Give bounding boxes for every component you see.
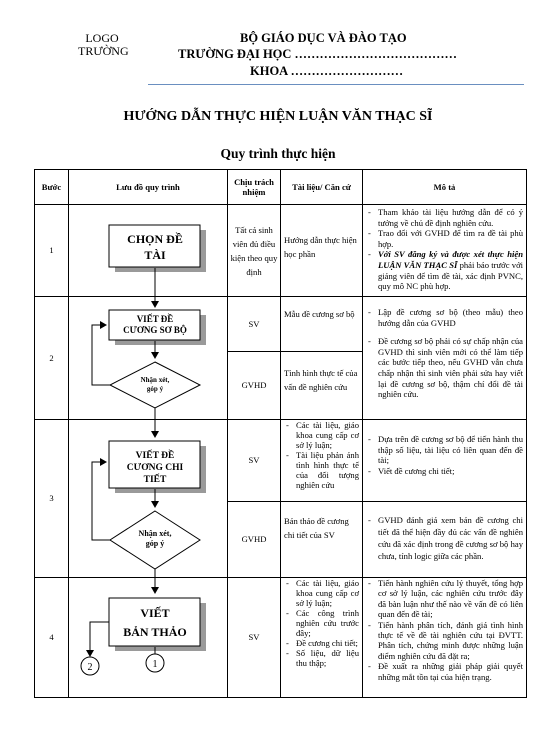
documents-item: - Tài liệu phản ánh tình hình thực tế của đối tượng nghiên cứu [284,450,359,490]
description-emphasis: Với SV đăng ký và được xét thực hiện LUẬN VĂN THẠC SĨ [378,249,523,270]
flow-decision-line: góp ý [145,539,165,548]
col-header-description: Mô tả [363,170,527,205]
description-item: - GVHD đánh giá xem bản đề cương chi tiết đã thể hiện đầy đủ các vấn đề nghiên cứu đã xác định trong đề cương sơ bộ hay chưa, tính logic giữa các phần. [366,514,523,562]
flow-box-line: BẢN THẢO [123,625,187,639]
flow-box-line: VIẾT ĐỀ [135,451,175,461]
flow-connector-2 [81,657,99,675]
documents-item: - Các tài liệu, giáo khoa cung cấp cơ sở lý luận; [284,578,359,608]
flow-connector-label: 1 [152,659,158,670]
flow-decision-line: Nhận xét, [140,376,170,384]
description-item-rest: phải báo trước với giảng viên để tìm đề tài, xác định PVNC, quy mô NC phù hợp. [378,259,524,292]
flow-box-write-draft [109,598,206,651]
logo-placeholder: LOGO TRƯỜNG [78,31,129,58]
responsible-cell: GVHD [228,352,281,420]
documents-item: - Các công trình nghiên cứu trước đây; [284,608,359,638]
flow-loop-arrow [92,325,110,385]
school-name: TRƯỜNG ĐẠI HỌC ………………………………… [178,47,458,61]
documents-cell: Mẫu đề cương sơ bộ [281,297,363,352]
step-number: 4 [35,578,69,698]
col-header-responsible: Chịu trách nhiệm [228,170,281,205]
flow-box-line: CHỌN ĐỀ [127,232,183,246]
process-title: Quy trình thực hiện [220,146,336,161]
responsible-cell: Tất cả sinh viên đủ điều kiện theo quy định [228,205,281,297]
flow-box-line: CƯƠNG CHI [126,463,184,473]
flow-box-line: TIẾT [143,475,167,485]
flow-arrow [90,622,109,656]
description-item: - Dựa trên đề cương sơ bộ để tiến hành thu thập số liệu, tài liệu có liên quan đến đề tài; [366,434,523,466]
description-item: - Tiến hành phân tích, đánh giá tình hình thực tế về đề tài nghiên cứu tại ĐVTT. Phân tích, chứng minh được những luận điểm nghiên cứu đã đặt ra; [366,620,523,662]
responsible-cell: SV [228,578,281,698]
flow-box-line: TÀI [144,248,166,262]
ministry-name: BỘ GIÁO DỤC VÀ ĐÀO TẠO [240,31,407,45]
step-number: 3 [35,420,69,578]
description-item: - Viết đề cương chi tiết; [366,466,523,477]
col-header-step: Bước [35,170,69,205]
flow-decision-review [110,511,200,569]
flow-decision-line: góp ý [146,385,164,393]
responsible-cell: SV [228,420,281,502]
document-title: HƯỚNG DẪN THỰC HIỆN LUẬN VĂN THẠC SĨ [123,109,433,124]
description-item: - Tham khảo tài liệu hướng dẫn để có ý tưởng về chủ đề định nghiên cứu. [366,207,523,228]
step-number: 2 [35,297,69,420]
flow-connector-label: 2 [87,662,93,673]
documents-item: - Số liệu, dữ liệu thu thập; [284,648,359,668]
flow-box-line: CƯƠNG SƠ BỘ [123,325,187,335]
description-item: - Tiến hành nghiên cứu lý thuyết, tổng hợp cơ sở lý luận, các nghiên cứu trước đây đã bàn luận như thế nào về vấn đề có liên quan đến đề tài; [366,578,523,620]
description-item: - Đề xuất ra những giải pháp giải quyết những mắt tồn tại của hiện trạng. [366,661,523,682]
description-item: - Trao đổi với GVHD để tìm ra đề tài phù hợp. [366,228,523,249]
flow-decision-review [110,362,200,408]
flow-box-outline-draft [109,310,206,345]
flow-connector-1 [146,654,164,672]
documents-item: - Đề cương chi tiết; [284,638,359,648]
description-item: - Đề cương sơ bộ phải có sự chấp nhận của GVHD thì sinh viên mới có thể làm tiếp các bước tiếp theo, nếu GVHD vẫn chưa chấp nhận thì sinh viên phải sửa hay viết lại đề cương sơ bộ, thậm chí đổi đề tài nghiên cứu. [366,336,523,400]
flow-loop-arrow [92,462,110,540]
documents-cell: Tình hình thực tế của vấn đề nghiên cứu [281,352,363,420]
flow-box-detailed-outline [109,441,206,493]
documents-cell: Hướng dẫn thực hiện học phần [281,205,363,297]
col-header-documents: Tài liệu/ Căn cứ [281,170,363,205]
faculty-name: KHOA ……………………… [250,64,404,78]
responsible-cell: GVHD [228,502,281,578]
col-header-flowchart: Lưu đồ quy trình [69,170,228,205]
documents-cell: Bản thảo đề cương chi tiết của SV [281,502,363,578]
flow-box-line: VIẾT [140,606,170,620]
flow-box-line: VIẾT ĐỀ [136,314,174,324]
flow-decision-line: Nhận xét, [138,529,172,538]
responsible-cell: SV [228,297,281,352]
documents-item: - Các tài liệu, giáo khoa cung cấp cơ sở lý luận; [284,420,359,450]
description-item: - Lập đề cương sơ bộ (theo mẫu) theo hướng dẫn của GVHD [366,307,523,328]
step-number: 1 [35,205,69,297]
flow-box-choose-topic [109,225,206,272]
